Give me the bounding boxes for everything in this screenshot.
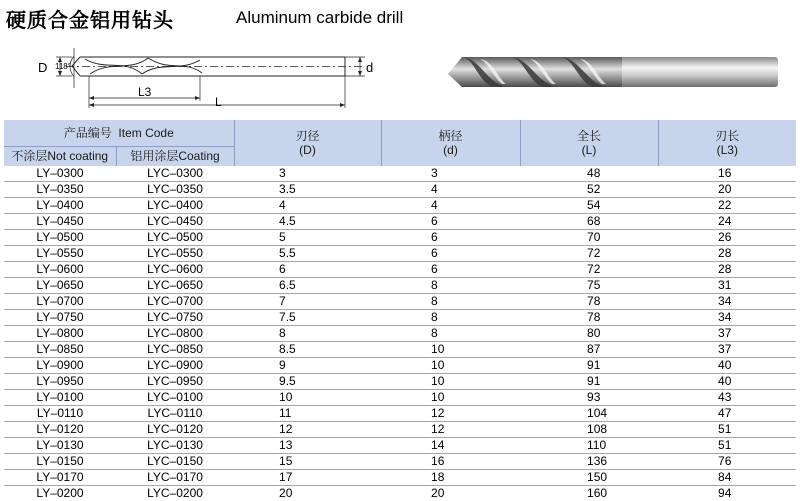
- cell-l3: 51: [658, 438, 796, 454]
- label-d: d: [366, 60, 374, 75]
- cell-d: 4: [234, 198, 381, 214]
- cell-ly: LY–0350: [4, 182, 116, 198]
- cell-lyc: LYC–0550: [116, 246, 234, 262]
- item-code-header: [4, 120, 234, 146]
- cell-l: 91: [520, 358, 658, 374]
- col-header-L-zh: 全长: [577, 129, 602, 143]
- cell-l3: 47: [658, 406, 796, 422]
- cell-d: 4: [381, 182, 520, 198]
- cell-l: 78: [520, 310, 658, 326]
- cell-lyc: LYC–0200: [147, 486, 203, 501]
- cell-d: 10: [381, 374, 520, 390]
- table-row: [4, 246, 796, 262]
- label-D: D: [38, 60, 48, 75]
- cell-d: 14: [381, 438, 520, 454]
- cell-d: 9: [234, 358, 381, 374]
- cell-ly: LY–0850: [4, 342, 116, 358]
- col-header-L3-zh: 刃长: [715, 129, 740, 143]
- cell-l3: 28: [658, 246, 796, 262]
- cell-lyc: LYC–0450: [116, 214, 234, 230]
- label-L3: L3: [138, 85, 152, 99]
- cell-d: 17: [234, 470, 381, 486]
- cell-l3: 24: [658, 214, 796, 230]
- table-row: [4, 374, 796, 390]
- page-title-zh: 硬质合金铝用钻头: [6, 8, 174, 32]
- label-L: L: [215, 95, 222, 109]
- cell-d: 9.5: [234, 374, 381, 390]
- cell-d: 8: [381, 310, 520, 326]
- col-header-D-sym: (D): [299, 143, 316, 157]
- drill-dimension-diagram: [30, 36, 390, 116]
- col-header-coating: 铝用涂层Coating: [116, 146, 234, 166]
- cell-l: 150: [520, 470, 658, 486]
- cell-d: 16: [381, 454, 520, 470]
- col-header-D-zh: 刃径: [295, 129, 320, 143]
- cell-l3: 28: [658, 262, 796, 278]
- col-header-d-sym: (d): [443, 143, 458, 157]
- cell-ly: LY–0800: [4, 326, 116, 342]
- cell-ly: LY–0950: [4, 374, 116, 390]
- col-header-L3: [658, 120, 796, 166]
- table-row: [4, 422, 796, 438]
- cell-lyc: LYC–0400: [116, 198, 234, 214]
- cell-ly: LY–0130: [4, 438, 116, 454]
- cell-d: 6: [381, 214, 520, 230]
- table-row: [4, 390, 796, 406]
- cell-lyc: LYC–0750: [116, 310, 234, 326]
- cell-d: 4.5: [234, 214, 381, 230]
- cell-l3: 26: [658, 230, 796, 246]
- cell-l: 108: [520, 422, 658, 438]
- cell-l3: 34: [658, 310, 796, 326]
- cell-ly: LY–0700: [4, 294, 116, 310]
- cell-l: 52: [520, 182, 658, 198]
- cell-d: 10: [381, 358, 520, 374]
- cell-l3: 94: [718, 486, 732, 501]
- cell-ly: LY–0750: [4, 310, 116, 326]
- cell-d: 4: [381, 198, 520, 214]
- cell-lyc: LYC–0950: [116, 374, 234, 390]
- cell-lyc: LYC–0700: [116, 294, 234, 310]
- cell-d: 15: [234, 454, 381, 470]
- cell-lyc: LYC–0130: [116, 438, 234, 454]
- cell-d: 6: [234, 262, 381, 278]
- cell-d: 20: [279, 486, 293, 501]
- cell-l: 80: [520, 326, 658, 342]
- drill-product-image: [440, 48, 780, 98]
- table-row: [4, 470, 796, 486]
- cell-d: 8.5: [234, 342, 381, 358]
- cell-l3: 40: [658, 374, 796, 390]
- table-row: [4, 214, 796, 230]
- table-row: [4, 326, 796, 342]
- cell-ly: LY–0600: [4, 262, 116, 278]
- table-row: [4, 342, 796, 358]
- cell-d: 6: [381, 246, 520, 262]
- cell-ly: LY–0170: [4, 470, 116, 486]
- table-row: [4, 358, 796, 374]
- cell-l3: 84: [658, 470, 796, 486]
- cell-ly: LY–0100: [4, 390, 116, 406]
- cell-d: 7.5: [234, 310, 381, 326]
- cell-ly: LY–0450: [4, 214, 116, 230]
- cell-lyc: LYC–0900: [116, 358, 234, 374]
- cell-lyc: LYC–0300: [116, 166, 234, 182]
- cell-d: 10: [381, 342, 520, 358]
- table-row: [4, 262, 796, 278]
- cell-ly: LY–0200: [36, 486, 84, 501]
- item-code-header-en: Item Code: [118, 125, 174, 140]
- cell-ly: LY–0550: [4, 246, 116, 262]
- col-header-D: [234, 120, 381, 166]
- cell-l: 78: [520, 294, 658, 310]
- cell-l3: 51: [658, 422, 796, 438]
- cell-lyc: LYC–0120: [116, 422, 234, 438]
- col-header-L3-sym: (L3): [716, 143, 738, 157]
- cell-ly: LY–0150: [4, 454, 116, 470]
- cell-ly: LY–0400: [4, 198, 116, 214]
- cell-l: 160: [587, 486, 608, 501]
- cell-lyc: LYC–0110: [116, 406, 234, 422]
- cell-l: 72: [520, 246, 658, 262]
- cell-l3: 16: [658, 166, 796, 182]
- cell-l: 87: [520, 342, 658, 358]
- cell-lyc: LYC–0500: [116, 230, 234, 246]
- table-row: [4, 198, 796, 214]
- cell-ly: LY–0110: [4, 406, 116, 422]
- cell-d: 20: [431, 486, 445, 501]
- cell-ly: LY–0900: [4, 358, 116, 374]
- col-header-not-coating: 不涂层Not coating: [4, 146, 116, 166]
- table-row: [4, 406, 796, 422]
- cell-l3: 37: [658, 342, 796, 358]
- cell-d: 8: [381, 278, 520, 294]
- table-row: [4, 454, 796, 470]
- cell-ly: LY–0120: [4, 422, 116, 438]
- cell-d: 8: [381, 326, 520, 342]
- col-header-L-sym: (L): [581, 143, 597, 157]
- cell-d: 6: [381, 230, 520, 246]
- item-code-header-zh: 产品编号: [63, 125, 112, 140]
- cell-d: 18: [381, 470, 520, 486]
- col-header-d-zh: 柄径: [438, 129, 463, 143]
- cell-d: 5: [234, 230, 381, 246]
- cell-l3: 20: [658, 182, 796, 198]
- cell-d: 7: [234, 294, 381, 310]
- cell-l3: 31: [658, 278, 796, 294]
- cell-ly: LY–0300: [4, 166, 116, 182]
- table-row: [4, 486, 796, 501]
- cell-ly: LY–0500: [4, 230, 116, 246]
- cell-d: 8: [234, 326, 381, 342]
- cell-l3: 34: [658, 294, 796, 310]
- cell-l3: 43: [658, 390, 796, 406]
- cell-l: 110: [520, 438, 658, 454]
- col-header-d: [381, 120, 520, 166]
- cell-d: 12: [234, 422, 381, 438]
- cell-l: 68: [520, 214, 658, 230]
- cell-l: 104: [520, 406, 658, 422]
- cell-d: 12: [381, 406, 520, 422]
- cell-d: 8: [381, 294, 520, 310]
- cell-d: 13: [234, 438, 381, 454]
- cell-lyc: LYC–0650: [116, 278, 234, 294]
- cell-l: 136: [520, 454, 658, 470]
- cell-lyc: LYC–0170: [116, 470, 234, 486]
- cell-l3: 76: [658, 454, 796, 470]
- cell-l: 75: [520, 278, 658, 294]
- cell-lyc: LYC–0600: [116, 262, 234, 278]
- spec-table: [4, 120, 796, 501]
- cell-d: 3: [381, 166, 520, 182]
- cell-lyc: LYC–0100: [116, 390, 234, 406]
- cell-d: 5.5: [234, 246, 381, 262]
- cell-d: 10: [234, 390, 381, 406]
- table-row: [4, 166, 796, 182]
- cell-d: 10: [381, 390, 520, 406]
- cell-d: 11: [234, 406, 381, 422]
- table-row: [4, 438, 796, 454]
- page-title-en: Aluminum carbide drill: [236, 8, 404, 27]
- cell-l: 48: [520, 166, 658, 182]
- col-header-L: [520, 120, 658, 166]
- cell-l: 93: [520, 390, 658, 406]
- cell-d: 3: [234, 166, 381, 182]
- cell-d: 3.5: [234, 182, 381, 198]
- table-row: [4, 310, 796, 326]
- cell-l3: 37: [658, 326, 796, 342]
- cell-lyc: LYC–0150: [116, 454, 234, 470]
- table-row: [4, 294, 796, 310]
- cell-l3: 40: [658, 358, 796, 374]
- cell-lyc: LYC–0850: [116, 342, 234, 358]
- cell-d: 12: [381, 422, 520, 438]
- cell-l3: 22: [658, 198, 796, 214]
- cell-lyc: LYC–0800: [116, 326, 234, 342]
- cell-l: 54: [520, 198, 658, 214]
- table-row: [4, 278, 796, 294]
- cell-l: 91: [520, 374, 658, 390]
- table-row: [4, 230, 796, 246]
- cell-d: 6: [381, 262, 520, 278]
- cell-l: 70: [520, 230, 658, 246]
- cell-ly: LY–0650: [4, 278, 116, 294]
- cell-d: 6.5: [234, 278, 381, 294]
- cell-l: 72: [520, 262, 658, 278]
- table-row: [4, 182, 796, 198]
- label-angle: 118°: [55, 62, 71, 71]
- cell-lyc: LYC–0350: [116, 182, 234, 198]
